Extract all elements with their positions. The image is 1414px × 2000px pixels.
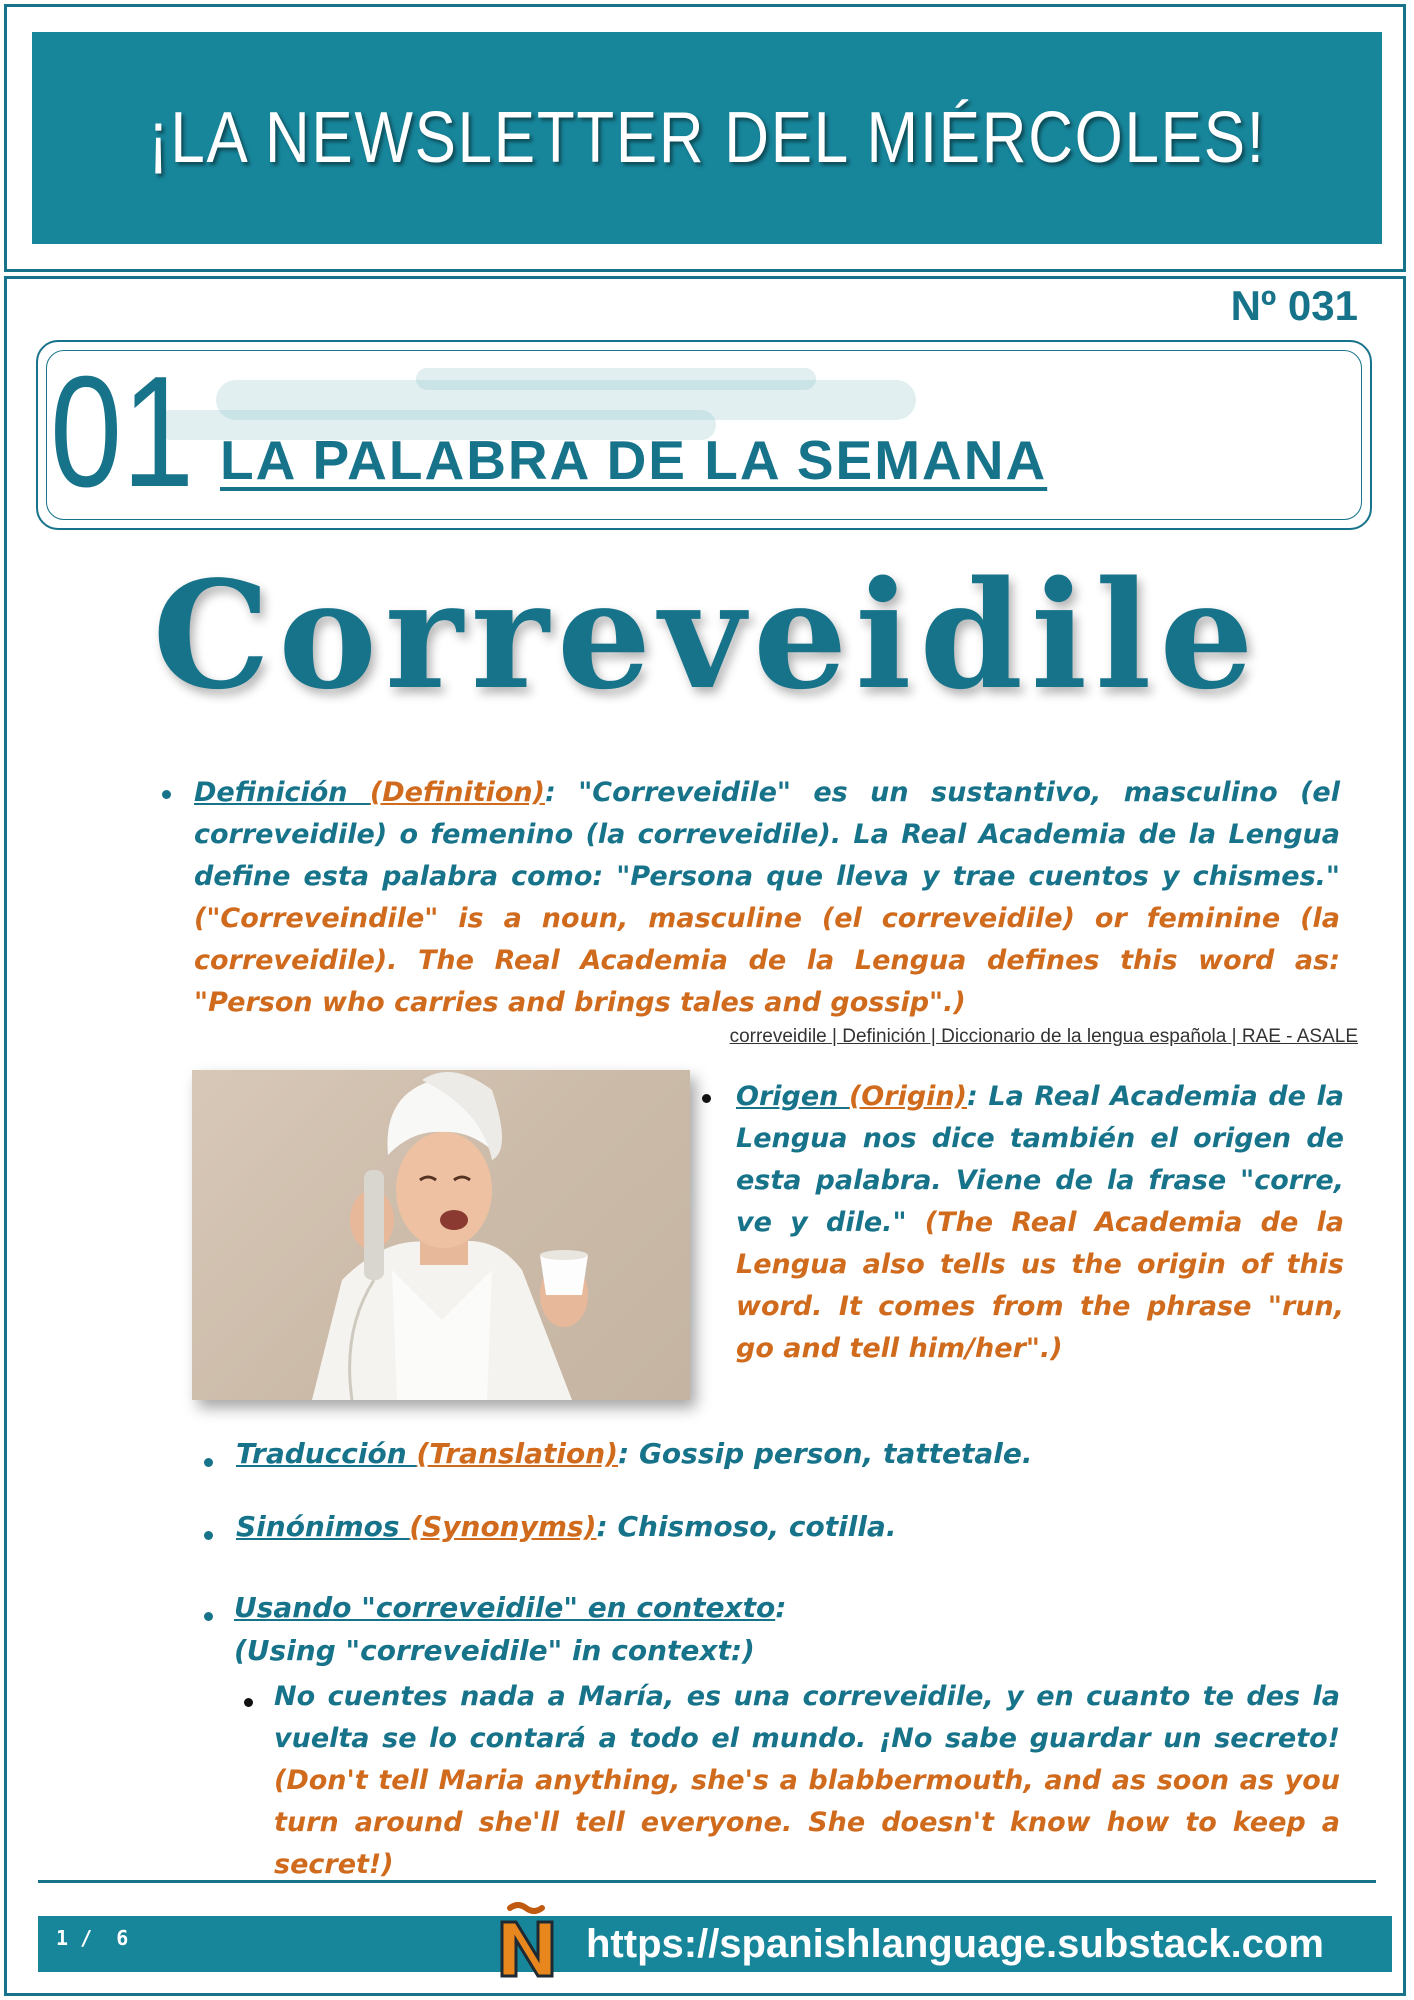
translation-label: Traducción bbox=[236, 1437, 417, 1470]
example-text-es: No cuentes nada a María, es una correveidile, y en cuanto te des la vuelta se lo contará a todo el mundo. ¡No sabe guardar un secreto! bbox=[274, 1681, 1340, 1754]
context-label: Usando "correveidile" en contexto bbox=[234, 1591, 776, 1624]
section-title: LA PALABRA DE LA SEMANA bbox=[220, 429, 1048, 491]
rae-source-link[interactable]: correveidile | Definición | Diccionario de la lengua española | RAE - ASALE bbox=[729, 1026, 1358, 1047]
footer-divider bbox=[38, 1880, 1376, 1883]
issue-number: Nº 031 bbox=[1230, 282, 1358, 329]
origin-label-en: (Origin) bbox=[848, 1081, 967, 1112]
definition-text-es: : "Correveidile" es un sustantivo, masculino (el correveidile) o femenino (la correveidile). La Real Academia de la Lengua define esta palabra como: "Persona que lleva y trae cuentos y chismes." bbox=[194, 777, 1340, 892]
bullet-icon bbox=[204, 1531, 213, 1540]
origin-text-en: (The Real Academia de la Lengua also tells us the origin of this word. It comes from the phrase "run, go and tell him/her".) bbox=[736, 1207, 1345, 1364]
bullet-icon bbox=[204, 1612, 213, 1621]
context-subtitle: (Using "correveidile" in context:) bbox=[234, 1634, 755, 1667]
synonyms-text: : Chismoso, cotilla. bbox=[596, 1510, 897, 1543]
translation-item bbox=[236, 1432, 1033, 1476]
origin-text-es: : La Real Academia de la Lengua nos dice también el origen de esta palabra. Viene de la frase "corre, ve y dile." bbox=[736, 1081, 1344, 1238]
translation-label-en: (Translation) bbox=[416, 1437, 618, 1470]
n-tilde-logo-icon bbox=[496, 1902, 558, 1980]
substack-url-link[interactable]: https://spanishlanguage.substack.com bbox=[586, 1922, 1324, 1966]
page-indicator: 1 / 6 bbox=[56, 1926, 129, 1950]
definition-text-en: ("Correveindile" is a noun, masculine (el correveidile) or feminine (la correveidile). The Real Academia de la Lengua defines this word as: "Person who carries and brings tales and gossip".) bbox=[194, 903, 1340, 1018]
origin-paragraph bbox=[736, 1076, 1344, 1370]
definition-paragraph bbox=[194, 772, 1340, 1024]
word-of-the-week: Correveidile bbox=[152, 548, 1262, 722]
synonyms-label: Sinónimos bbox=[236, 1510, 410, 1543]
man-on-phone-photo bbox=[192, 1070, 690, 1400]
newsletter-title: ¡LA NEWSLETTER DEL MIÉRCOLES! bbox=[148, 98, 1266, 178]
synonyms-label-en: (Synonyms) bbox=[409, 1510, 597, 1543]
context-heading bbox=[234, 1586, 786, 1630]
translation-text: : Gossip person, tattetale. bbox=[618, 1437, 1033, 1470]
context-colon: : bbox=[775, 1591, 787, 1624]
bullet-icon bbox=[204, 1458, 213, 1467]
example-text-en: (Don't tell Maria anything, she's a blabbermouth, and as soon as you turn around she'll tell everyone. She doesn't know how to keep a secret!) bbox=[274, 1765, 1340, 1880]
bullet-icon bbox=[162, 790, 171, 799]
bullet-icon bbox=[702, 1094, 711, 1103]
definition-label: Definición bbox=[194, 777, 370, 808]
definition-label-en: (Definition) bbox=[369, 777, 545, 808]
synonyms-item bbox=[236, 1505, 896, 1549]
bullet-icon bbox=[244, 1698, 253, 1707]
example-paragraph bbox=[274, 1676, 1340, 1886]
header-banner bbox=[32, 32, 1382, 244]
origin-label: Origen bbox=[736, 1081, 849, 1112]
section-number: 01 bbox=[50, 344, 195, 520]
